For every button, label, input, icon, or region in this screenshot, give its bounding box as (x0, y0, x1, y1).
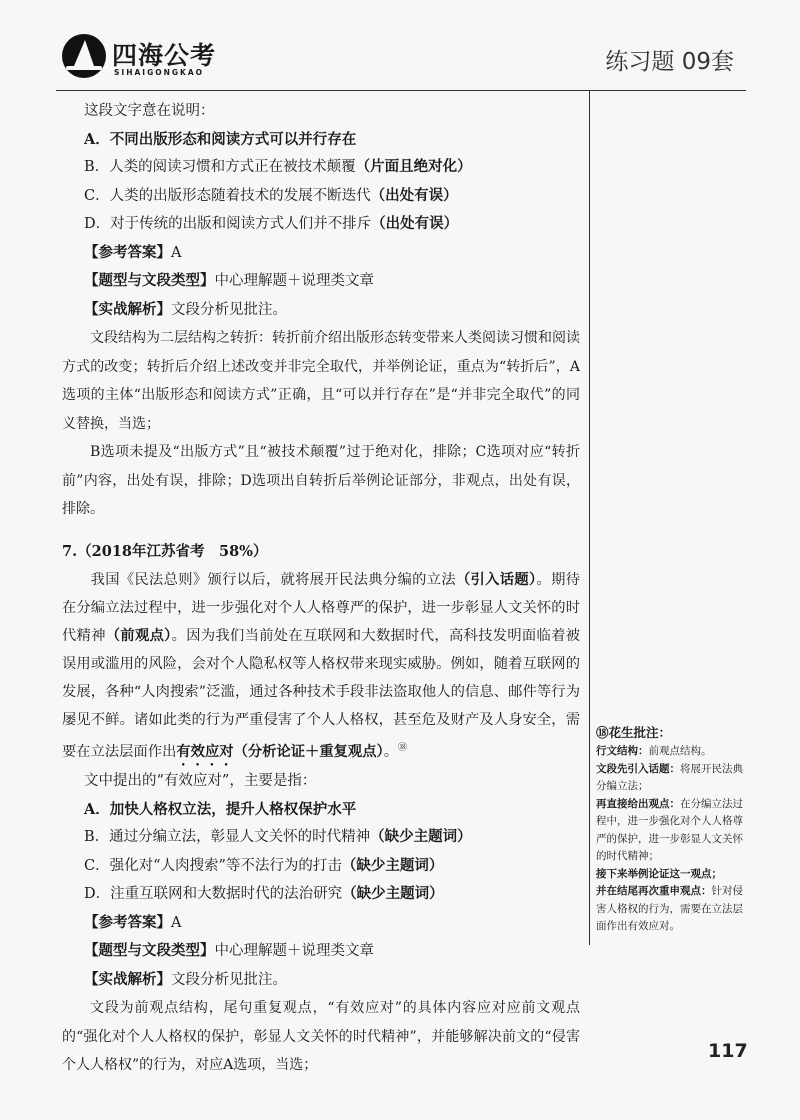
option-note: （缺少主题词） (370, 828, 472, 846)
annotation-line: 再直接给出观点：在分编立法过程中，进一步强化对个人人格尊严的保护，进一步彰显人文关怀的时代精神； (596, 797, 743, 862)
option-note: （出处有误） (370, 186, 458, 204)
question-stem: 这段文字意在说明： (84, 103, 215, 119)
brand-name: 四海公考 (112, 41, 217, 70)
sail-logo-icon (62, 34, 106, 78)
question-number: 7.（2018年江苏省考 58%） (62, 542, 268, 560)
type-line: 【题型与文段类型】中心理解题＋说理类文章 (84, 942, 374, 960)
brand-subtitle: SIHAIGONGKAO (114, 68, 205, 77)
answer-line: 【参考答案】A (84, 913, 182, 931)
margin-annotation (596, 723, 746, 936)
option-b: B．人类的阅读习惯和方式正在被技术颠覆（片面且绝对化） (84, 158, 472, 175)
annotation-line: 并在结尾再次重申观点：针对侵害人格权的行为，需要在立法层面作出有效应对。 (596, 885, 743, 932)
exercise-set-label: 练习题 09套 (605, 49, 734, 75)
question-stem: 文中提出的“有效应对”，主要是指： (84, 773, 317, 790)
option-note: （缺少主题词） (341, 856, 444, 874)
annotation-title: ⑱花生批注： (596, 725, 672, 740)
analysis-paragraph: 文段为前观点结构，尾句重复观点，“有效应对”的具体内容应对应前文观点的“强化对个人人格权的保护，彰显人文关怀的时代精神”，并能够解决前文的“侵害个人人格权”的行为，对应A选项，当选； (62, 1000, 580, 1074)
annotation-marker: ⑱ (397, 742, 407, 753)
analysis-line: 【实战解析】文段分析见批注。 (84, 970, 287, 988)
option-d: D．注重互联网和大数据时代的法治研究（缺少主题词） (84, 885, 444, 903)
page-header (0, 0, 800, 96)
option-c: C．强化对“人肉搜索”等不法行为的打击（缺少主题词） (84, 856, 444, 874)
annotation-line: 接下来举例论证这一观点； (596, 867, 722, 880)
option-note: （片面且绝对化） (355, 158, 472, 175)
option-a: A．不同出版形态和阅读方式可以并行存在 (84, 130, 357, 148)
key-phrase: 有效应对 (176, 743, 234, 760)
analysis-paragraph: 文段结构为二层结构之转折：转折前介绍出版形态转变带来人类阅读习惯和阅读方式的改变；转折后介绍上述改变并非完全取代，并举例论证，重点为“转折后”，A选项的主体“出版形态和阅读方式”正确，且“可以并行存在”是“并非完全取代”的同义替换，当选； (62, 330, 580, 432)
analysis-line: 【实战解析】文段分析见批注。 (84, 300, 287, 318)
option-b: B．通过分编立法，彰显人文关怀的时代精神（缺少主题词） (84, 828, 472, 846)
option-c: C．人类的出版形态随着技术的发展不断迭代（出处有误） (84, 186, 458, 204)
annotation-line: 文段先引入话题：将展开民法典分编立法； (596, 762, 743, 792)
option-note: （缺少主题词） (342, 885, 444, 903)
question-passage: 我国《民法总则》颁行以后，就将展开民法典分编的立法（引入话题）。期待在分编立法过程中，进一步强化对个人人格尊严的保护，进一步彰显人文关怀的时代精神（前观点）。因为我们当前处在互联网和大数据时代，高科技发明面临着被误用或滥用的风险，会对个人隐私权等人格权带来现实威胁。例如，随着互联网的发展，各种“人肉搜索”泛滥，通过各种技术手段非法盗取他人的信息、邮件等行为屡见不鲜。诸如此类的行为严重侵害了个人人格权，甚至危及财产及人身安全，需要在立法层面作出有效应对（分析论证＋重复观点）。⑱ (62, 571, 580, 760)
type-line: 【题型与文段类型】中心理解题＋说理类文章 (84, 272, 374, 289)
page-number: 117 (708, 1040, 748, 1062)
answer-line: 【参考答案】A (84, 243, 182, 261)
header-divider (56, 90, 746, 91)
option-d: D．对于传统的出版和阅读方式人们并不排斥（出处有误） (84, 215, 459, 232)
main-content (62, 98, 580, 1080)
option-note: （出处有误） (371, 215, 459, 232)
option-a: A．加快人格权立法，提升人格权保护水平 (84, 800, 357, 818)
annotation-line: 行文结构：前观点结构。 (596, 745, 712, 757)
margin-divider (589, 90, 590, 945)
analysis-paragraph: B选项未提及“出版方式”且“被技术颠覆”过于绝对化，排除；C选项对应“转折前”内容，出处有误，排除；D选项出自转折后举例论证部分，非观点，出处有误，排除。 (62, 444, 580, 517)
